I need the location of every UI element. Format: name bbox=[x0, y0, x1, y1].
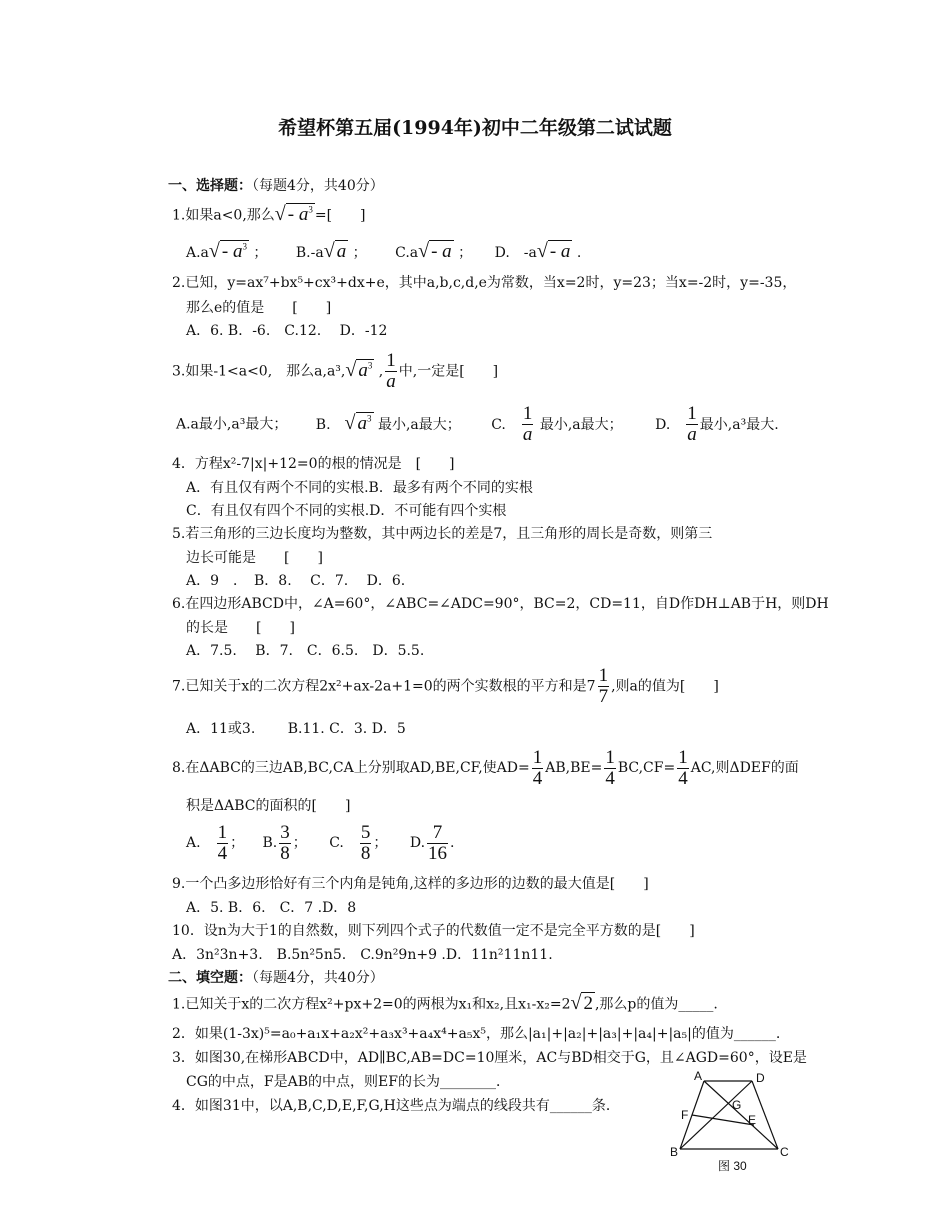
q3-option-d: D. $\frac{1}{a}$ 最小,a³最大. bbox=[655, 403, 779, 445]
q1-stem: 1.如果a<0,那么√ - $a^3$ =[ ] bbox=[172, 203, 366, 225]
section2-heading-line bbox=[168, 969, 384, 987]
label-c: C bbox=[780, 1145, 789, 1159]
f3-line2: CG的中点，F是AB的中点，则EF的长为________． bbox=[186, 1074, 510, 1090]
q1-option-a: $A.a√ - a^3$ ； bbox=[186, 240, 268, 262]
page-title: 希望杯第五届(1994年)初中二年级第二试试题 bbox=[278, 117, 672, 139]
q1-option-c: C.a√ - a ； bbox=[395, 240, 473, 262]
q5-line1: 5.若三角形的三边长度均为整数，其中两边长的差是7，且三角形的周长是奇数，则第三 bbox=[172, 526, 713, 542]
f3-line1: 3．如图30,在梯形ABCD中，AD∥BC,AB=DC=10厘米，AC与BD相交于G，且∠AGD=60°，设E是 bbox=[172, 1050, 807, 1066]
label-d: D bbox=[756, 1071, 765, 1085]
q5-line2: 边长可能是 [ ] bbox=[186, 550, 323, 566]
f2-line: 2．如果(1-3x)⁵=a₀+a₁x+a₂x²+a₃x³+a₄x⁴+a₅x⁵，那么|a₁|+|a₂|+|a₃|+|a₄|+|a₅|的值为______. bbox=[172, 1026, 781, 1042]
f4-line: 4．如图31中，以A,B,C,D,E,F,G,H这些点为端点的线段共有______条． bbox=[172, 1098, 620, 1114]
q2-line2: 那么e的值是 [ ] bbox=[186, 300, 332, 316]
q7-options: A．11或3. B.11. C．3. D．5 bbox=[186, 721, 406, 737]
q7-stem: 7.已知关于x的二次方程2x²+ax-2a+1=0的两个实数根的平方和是7 $\frac{1}{7}$ ,则a的值为[ ] bbox=[172, 665, 719, 707]
section2-heading: 二、填空题： bbox=[168, 970, 252, 986]
q8-stem: 8.在ΔABC的三边AB,BC,CA上分别取AD,BE,CF,使AD= $\frac{1}{4}$ AB,BE= $\frac{1}{4}$ BC,CF= $\frac{1}{4}$ AC,则ΔDEF的面 bbox=[172, 746, 799, 789]
figure-30-trapezoid bbox=[668, 1069, 798, 1174]
q8-option-b: B. $\frac{3}{8}$ ； bbox=[262, 821, 307, 864]
section1-heading-line bbox=[168, 177, 384, 195]
label-e: E bbox=[748, 1113, 757, 1127]
figure-caption: 图 30 bbox=[718, 1159, 747, 1173]
q4-line2: A．有且仅有两个不同的实根.B．最多有两个不同的实根 bbox=[186, 480, 533, 496]
q10-options: A．3n²3n+3. B.5n²5n5. C.9n²9n+9 .D．11n²11n11. bbox=[172, 947, 553, 963]
q1-options bbox=[186, 242, 581, 263]
label-g: G bbox=[732, 1098, 742, 1112]
q3-option-c: C. $\frac{1}{a}$ 最小,a最大； bbox=[491, 403, 623, 445]
q9-line1: 9.一个凸多边形恰好有三个内角是钝角,这样的多边形的边数的最大值是[ ] bbox=[172, 876, 649, 892]
q1-option-b: B.-a√ a ； bbox=[295, 240, 367, 262]
sqrt-neg-a-cubed: √ - $a^3$ bbox=[274, 203, 313, 225]
label-a: A bbox=[694, 1069, 703, 1083]
section1-heading: 一、选择题： bbox=[168, 178, 252, 194]
f1-line: 1.已知关于x的二次方程x²+px+2=0的两根为x₁和x₂,且x₁-x₂=2√ 2 ,那么p的值为_____. bbox=[172, 992, 718, 1014]
q10-line1: 10．设n为大于1的自然数，则下列四个式子的代数值一定不是完全平方数的是[ ] bbox=[172, 923, 695, 939]
q3-option-b: B. √ $a^3$ 最小,a最大； bbox=[315, 412, 461, 434]
q1-option-d: D. -a√ - a . bbox=[494, 240, 582, 262]
q3-options bbox=[176, 402, 779, 447]
q8-option-d: D. $\frac{7}{16}$ . bbox=[409, 821, 455, 864]
q9-options: A．5. B．6. C．7 .D．8 bbox=[186, 900, 357, 916]
q8-option-c: C. $\frac{5}{8}$ ； bbox=[329, 821, 388, 864]
q3-stem: 3.如果-1<a<0, 那么a,a³,√ $a^3$ , $\frac{1}{a}$ 中,一定是[ ] bbox=[172, 350, 499, 392]
q2-line1: 2.已知，y=ax⁷+bx⁵+cx³+dx+e，其中a,b,c,d,e为常数，当x=2时，y=23；当x=-2时，y=-35， bbox=[172, 275, 797, 291]
q6-line1: 6.在四边形ABCD中，∠A=60°，∠ABC=∠ADC=90°，BC=2，CD=11，自D作DH⊥AB于H，则DH bbox=[172, 596, 829, 612]
segment-fe bbox=[692, 1113, 757, 1127]
label-f: F bbox=[681, 1108, 689, 1122]
section2-note: （每题4分，共40分） bbox=[252, 970, 384, 986]
q4-line1: 4．方程x²-7|x|+12=0的根的情况是 [ ] bbox=[172, 456, 455, 472]
q4-line3: C．有且仅有四个不同的实根.D．不可能有四个实根 bbox=[186, 503, 507, 519]
q3-option-a: A.a最小,a³最大； bbox=[176, 416, 288, 433]
q6-options: A．7.5. B．7. C．6.5. D．5.5. bbox=[186, 643, 425, 659]
q8-options bbox=[186, 821, 454, 865]
section1-note: （每题4分，共40分） bbox=[252, 178, 384, 194]
q8-option-a: A. $\frac{1}{4}$ ； bbox=[186, 821, 245, 864]
q2-options: A．6. B．-6. C.12. D．-12 bbox=[186, 323, 388, 339]
label-b: B bbox=[670, 1145, 679, 1159]
q8-line2: 积是ΔABC的面积的[ ] bbox=[186, 798, 351, 814]
q6-line2: 的长是 [ ] bbox=[186, 620, 295, 636]
q5-options: A．9 ． B．8. C．7. D．6. bbox=[186, 573, 406, 589]
